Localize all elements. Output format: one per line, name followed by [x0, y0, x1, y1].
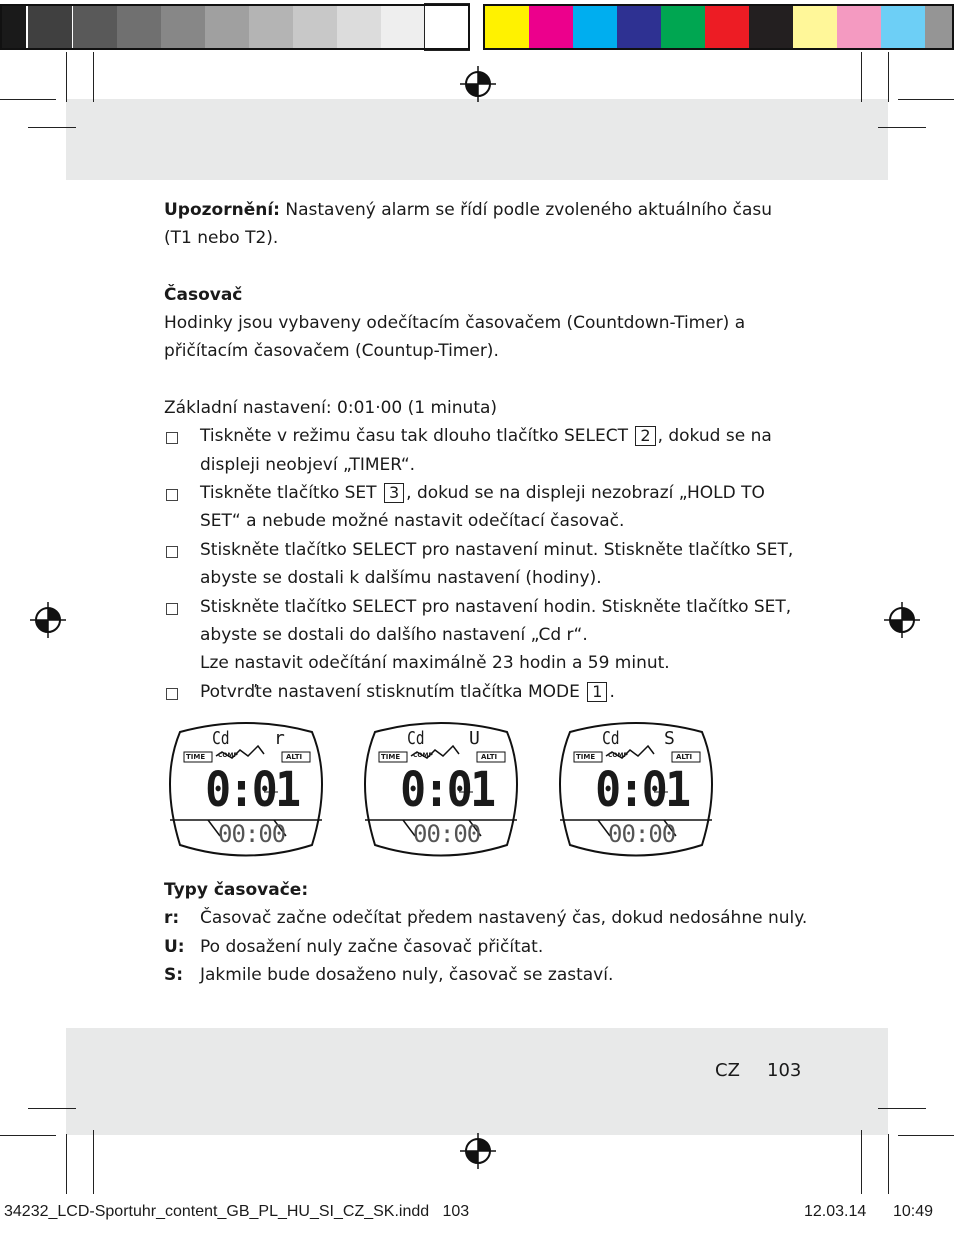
- watch-comp-label: COMP: [218, 752, 238, 759]
- checkbox-icon: [166, 432, 178, 444]
- color-bar-frame: [0, 4, 470, 50]
- watch-mode: Cd: [407, 728, 425, 749]
- checkbox-icon: [166, 603, 178, 615]
- watch-main-digits: 0:01: [205, 762, 299, 818]
- watch-display: [357, 720, 525, 860]
- section-heading: Časovač: [164, 285, 243, 305]
- watch-time-label: TIME: [576, 753, 596, 761]
- header-band: [66, 99, 888, 180]
- type-text: Jakmile bude dosaženo nuly, časovač se zastaví.: [200, 965, 614, 985]
- footer-band: [66, 1028, 888, 1135]
- registration-mark-icon: [460, 1133, 496, 1169]
- watch-alti-label: ALTI: [676, 753, 693, 761]
- type-text: Časovač začne odečítat předem nastavený čas, dokud nedosáhne nuly.: [200, 908, 808, 928]
- registration-mark-icon: [460, 66, 496, 102]
- file-slug: 34232_LCD-Sportuhr_content_GB_PL_HU_SI_CZ_SK.indd 103: [4, 1203, 470, 1220]
- intro-line1: Hodinky jsou vybaveny odečítacím časovačem (Countdown-Timer) a: [164, 313, 746, 333]
- type-key: r:: [164, 908, 180, 928]
- checkbox-icon: [166, 546, 178, 558]
- watch-time-label: TIME: [381, 753, 401, 761]
- registration-mark-icon: [30, 602, 66, 638]
- watch-main-digits: 0:01: [400, 762, 494, 818]
- intro-line2: přičítacím časovačem (Countup-Timer).: [164, 341, 499, 361]
- types-heading: Typy časovače:: [164, 880, 309, 900]
- default-setting: Základní nastavení: 0:01·00 (1 minuta): [164, 398, 498, 418]
- registration-mark-icon: [884, 602, 920, 638]
- type-key: U:: [164, 937, 185, 957]
- note-label: Upozornění:: [164, 200, 280, 220]
- checkbox-icon: [166, 489, 178, 501]
- step-line: Stiskněte tlačítko SELECT pro nastavení minut. Stiskněte tlačítko SET,: [200, 540, 794, 560]
- watch-sub-digits: 00:00: [608, 820, 676, 848]
- note-paragraph: [164, 196, 772, 224]
- step-line: abyste se dostali k dalšímu nastavení (hodiny).: [200, 568, 602, 588]
- button-ref: 1: [587, 682, 607, 702]
- page-number: 103: [767, 1060, 802, 1081]
- slug-time: 10:49: [893, 1203, 934, 1220]
- button-ref: 3: [384, 483, 404, 503]
- step-line: SET“ a nebude možné nastavit odečítací časovač.: [200, 511, 625, 531]
- slug-date: 12.03.14: [804, 1203, 867, 1220]
- watch-mode: Cd: [602, 728, 620, 749]
- watch-mode: Cd: [212, 728, 230, 749]
- step-line: Potvrďte nastavení stisknutím tlačítka MODE 1 .: [200, 682, 615, 702]
- watch-comp-label: COMP: [608, 752, 628, 759]
- watch-sub-digits: 00:00: [413, 820, 481, 848]
- checkbox-icon: [166, 688, 178, 700]
- step-line: displeji neobjeví „TIMER“.: [200, 455, 416, 475]
- note-text-line2: (T1 nebo T2).: [164, 228, 279, 248]
- watch-type: S: [664, 728, 675, 749]
- watch-type: U: [469, 728, 480, 749]
- watch-display: [552, 720, 720, 860]
- watch-alti-label: ALTI: [481, 753, 498, 761]
- type-key: S:: [164, 965, 184, 985]
- watch-time-label: TIME: [186, 753, 206, 761]
- type-text: Po dosažení nuly začne časovač přičítat.: [200, 937, 544, 957]
- step-line: Stiskněte tlačítko SELECT pro nastavení hodin. Stiskněte tlačítko SET,: [200, 597, 792, 617]
- watch-display: [162, 720, 330, 860]
- step-line: Tiskněte v režimu času tak dlouho tlačítko SELECT 2 , dokud se na: [200, 426, 772, 446]
- step-line: Tiskněte tlačítko SET 3 , dokud se na displeji nezobrazí „HOLD TO: [200, 483, 765, 503]
- color-bar-frame: [483, 4, 954, 50]
- watch-alti-label: ALTI: [286, 753, 303, 761]
- watch-comp-label: COMP: [413, 752, 433, 759]
- button-ref: 2: [635, 426, 655, 446]
- page-lang: CZ: [715, 1060, 740, 1081]
- watch-sub-digits: 00:00: [218, 820, 286, 848]
- step-line: Lze nastavit odečítání maximálně 23 hodin a 59 minut.: [200, 653, 670, 673]
- note-text: Nastavený alarm se řídí podle zvoleného aktuálního času: [285, 200, 773, 220]
- step-line: abyste se dostali do dalšího nastavení „Cd r“.: [200, 625, 588, 645]
- watch-main-digits: 0:01: [595, 762, 689, 818]
- watch-type: r: [274, 728, 285, 749]
